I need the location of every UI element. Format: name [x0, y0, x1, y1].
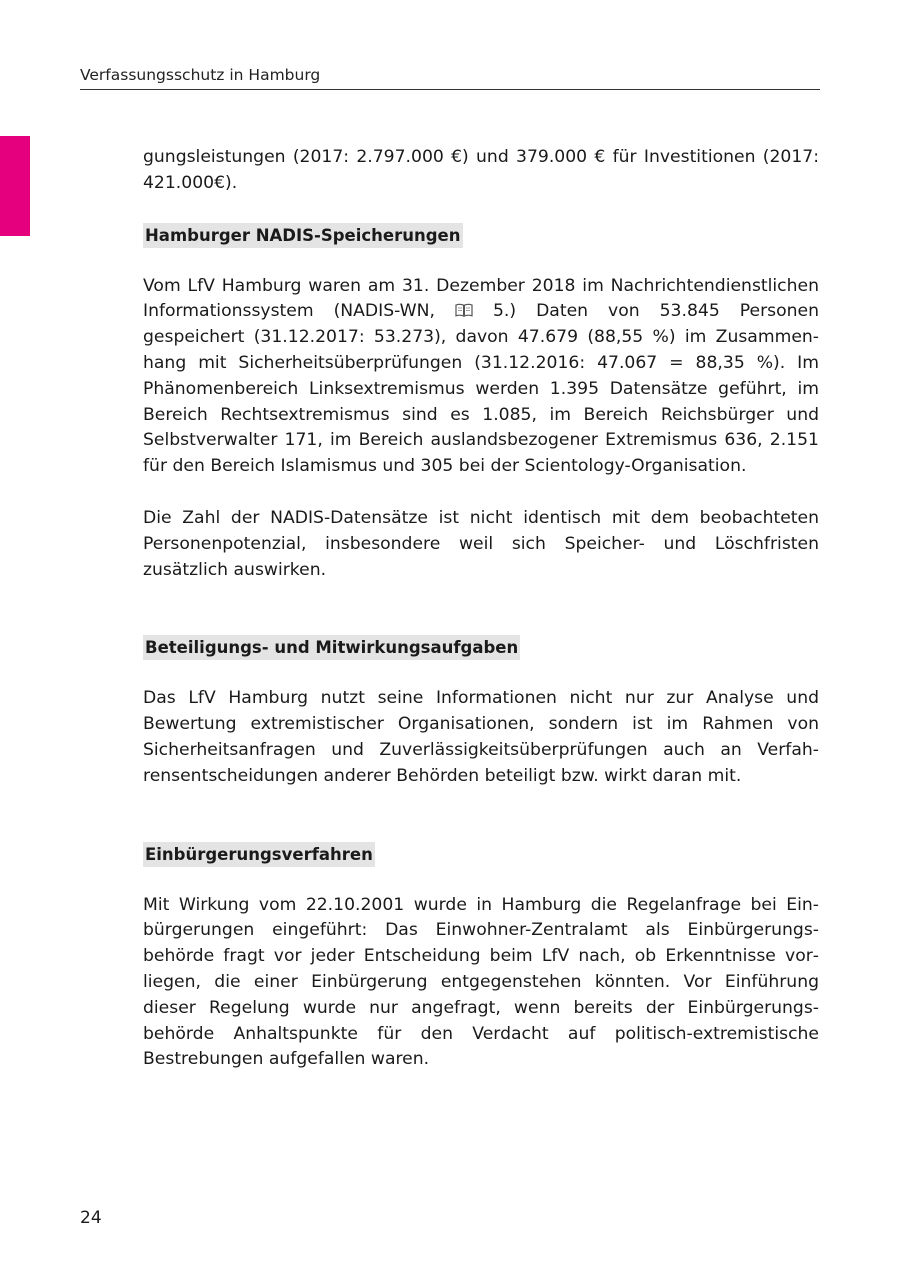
einbuergerung-paragraph: Mit Wirkung vom 22.10.2001 wurde in Hamburg die Regelanfrage bei Einbürgerungen eingeführt: Das Einwohner-Zentralamt als Einbürgerungsbehörde fragt vor jeder Entscheidung beim LfV nach, ob Erkenntnisse vorliegen, die einer Einbürgerung entgegenstehen könnten. Vor Einführung dieser Regelung wurde nur angefragt, wenn bereits der Einbürgerungsbehörde Anhaltspunkte für den Verdacht auf politisch-extremistische Bestrebungen aufgefallen waren. — [143, 894, 819, 1070]
header-divider — [80, 89, 820, 90]
nadis-paragraph — [143, 274, 819, 480]
book-icon — [455, 303, 473, 317]
section-accent-bar — [0, 136, 30, 236]
nadis-text-start: Vom LfV Hamburg waren am 31. Dezember 2018 im Nachrichtendienstlichen Informationssystem (NADIS-WN, — [143, 275, 819, 322]
beteiligung-paragraph: Das LfV Hamburg nutzt seine Informationen nicht nur zur Analyse und Bewertung extremistischer Organisationen, sondern ist im Rahmen von Sicherheitsanfragen und Zuverlässigkeitsüberprüfungen auch an Verfahrensentscheidungen anderer Behörden beteiligt bzw. wirkt daran mit. — [143, 688, 819, 786]
page-body — [143, 145, 819, 1073]
nadis-note-paragraph: Die Zahl der NADIS-Datensätze ist nicht identisch mit dem beobachteten Personenpotenzial, insbesondere weil sich Speicher- und Löschfristen zusätzlich auswirken. — [143, 507, 819, 580]
intro-paragraph: gungsleistungen (2017: 2.797.000 €) und 379.000 € für Investitionen (2017: 421.000€). — [143, 147, 819, 193]
heading-beteiligung: Beteiligungs- und Mitwirkungsaufgaben — [143, 635, 520, 660]
heading-nadis: Hamburger NADIS-Speicherungen — [143, 223, 463, 248]
heading-einbuergerung: Einbürgerungsverfahren — [143, 842, 375, 867]
running-header: Verfassungsschutz in Hamburg — [80, 66, 321, 84]
page-number: 24 — [80, 1208, 102, 1228]
nadis-text-end: 5.) Daten von 53.845 Personen gespeichert (31.12.2017: 53.273), davon 47.679 (88,55 %) im Zusammenhang mit Sicherheitsüberprüfungen (31.12.2016: 47.067 = 88,35 %). Im Phänomenbereich Linksextremismus werden 1.395 Datensätze geführt, im Bereich Rechtsextremismus sind es 1.085, im Bereich Reichsbürger und Selbstverwalter 171, im Bereich auslandsbezogener Extremismus 636, 2.151 für den Bereich Islamismus und 305 bei der Scientology-Organisation. — [143, 301, 819, 477]
